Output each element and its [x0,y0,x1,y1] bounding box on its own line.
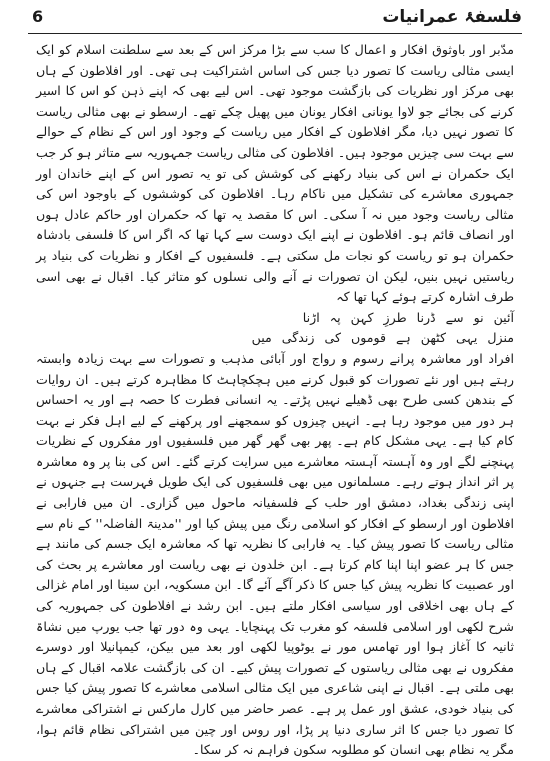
couplet [36,308,514,349]
paragraph-2: افراد اور معاشرہ پرانے رسوم و رواج اور آبائی مذہب و تصورات سے بہت زیادہ وابستہ رہتے ہیں اور نئے تصورات کو قبول کرنے میں ہچکچاہٹ کا مظاہرہ کرتے ہیں۔ ان روایات کے بندھن کسی طرح بھی ڈھیلے نہیں پڑتے۔ یہ انسانی فطرت کا حصہ ہے اور یہ احساس ہر دور میں موجود رہا ہے۔ انہیں چیزوں کو سمجھنے اور پرکھنے کے لیے اہل فکر نے بہت کام کیا ہے۔ یہی مشکل کام ہے۔ پھر بھی گھر گھر میں فلسفیوں اور مفکروں کے نظریات پہنچنے لگے اور وہ آہستہ آہستہ معاشرے میں سرایت کرتے گئے۔ اس کی بنا پر وہ معاشرہ پر اثر انداز ہوتے رہے۔ مسلمانوں میں بھی فلسفیوں کی ایک طویل فہرست ہے جنہوں نے اپنی زندگی بغداد، دمشق اور حلب کے فلسفیانہ ماحول میں گزاری۔ ان میں فارابی نے افلاطون اور ارسطو کے افکار کو اسلامی رنگ میں پیش کیا اور ''مدینۃ الفاضلہ'' کے نام سے مثالی ریاست کا تصور پیش کیا۔ یہ فارابی کا نظریہ تھا کہ معاشرہ ایک جسم کی مانند ہے جس کا ہر عضو اپنا اپنا کام کرتا ہے۔ ابن خلدون نے بھی ریاست اور معاشرے پر بحث کی اور عصبیت کا نظریہ پیش کیا جس کا ذکر آگے آئے گا۔ ابن مسکویہ، ابن سینا اور امام غزالی کے ہاں بھی اخلاقی اور سیاسی افکار ملتے ہیں۔ ابن رشد نے افلاطون کی جمہوریہ کی شرح لکھی اور اسلامی فلسفہ کو مغرب تک پہنچایا۔ یہی وہ دور تھا جب یورپ میں نشاۃ ثانیہ کا آغاز ہوا اور تھامس مور نے یوٹوپیا لکھی اور بعد میں بیکن، کیمپانیلا اور دوسرے مفکروں نے بھی مثالی ریاستوں کے تصورات پیش کیے۔ ان کی بازگشت علامہ اقبال کے ہاں بھی ملتی ہے۔ اقبال نے اپنی شاعری میں ایک مثالی اسلامی معاشرے کا تصور پیش کیا جس کی بنیاد خودی، عشق اور عمل پر ہے۔ عصر حاضر میں کارل مارکس نے اشتراکی معاشرے کا تصور دیا جس کا اثر ساری دنیا پر پڑا، اور روس اور چین میں اشتراکی نظام قائم ہوا، مگر یہ نظام بھی انسان کو مطلوبہ سکون فراہم نہ کر سکا۔ [36,350,514,758]
body-text [36,40,514,761]
couplet-line-2: منزل یہی کٹھن ہے قوموں کی زندگی میں [251,330,514,346]
header-rule [28,33,522,34]
paragraph-1: مدّبر اور باوثوق افکار و اعمال کا سب سے بڑا مرکز اس کے بعد سے سلطنت اسلام کو ایک ایسی مثالی ریاست کا تصور دیا جس کی اساس اشتراکیت ہی تھی۔ اور افلاطون کے ہاں بھی مرکز اور نظریات کی بازگشت موجود تھی۔ اس لیے بھی کہ اپنے ذہن کو اس کا اسیر کرنے کی بجائے جو لاوا یونانی افکار یونان میں پھیل چکے تھے۔ ارسطو نے بھی مثالی ریاست کا تصور نہیں دیا، مگر افلاطون کے افکار میں ریاست کے وجود اور اس کے نظام کے حوالے سے بہت سی چیزیں موجود ہیں۔ افلاطون کی مثالی ریاست جمہوریہ سے متاثر ہو کر جب ایک حکمران نے اس کی بنیاد رکھنے کی کوشش کی تو یہ تصور اس کے اپنے خاندان اور جمہوری معاشرے کی تشکیل میں ناکام رہا۔ افلاطون کی کوششوں کے باوجود اس کی مثالی ریاست وجود میں نہ آ سکی۔ اس کا مقصد یہ تھا کہ حکمران اور حاکم عادل ہوں اور انصاف قائم ہو۔ افلاطون نے اپنے ایک دوست سے کہا تھا کہ اگر اس کا فلسفی بادشاہ حکمران ہو تو ریاست کو نجات مل سکتی ہے۔ فلسفیوں کے افکار و نظریات کی بنیاد پر ریاستیں نہیں بنیں، لیکن ان تصورات نے آنے والی نسلوں کو متاثر کیا۔ اقبال نے بھی اسی طرف اشارہ کرتے ہوئے کہا تھا کہ [36,42,514,305]
page-number: 6 [32,7,44,26]
page-header [28,6,522,32]
running-title: فلسفۂ عمرانیات [382,7,522,27]
couplet-line-1: آئین نو سے ڈرنا طرزِ کہن پہ اڑنا [302,309,514,325]
